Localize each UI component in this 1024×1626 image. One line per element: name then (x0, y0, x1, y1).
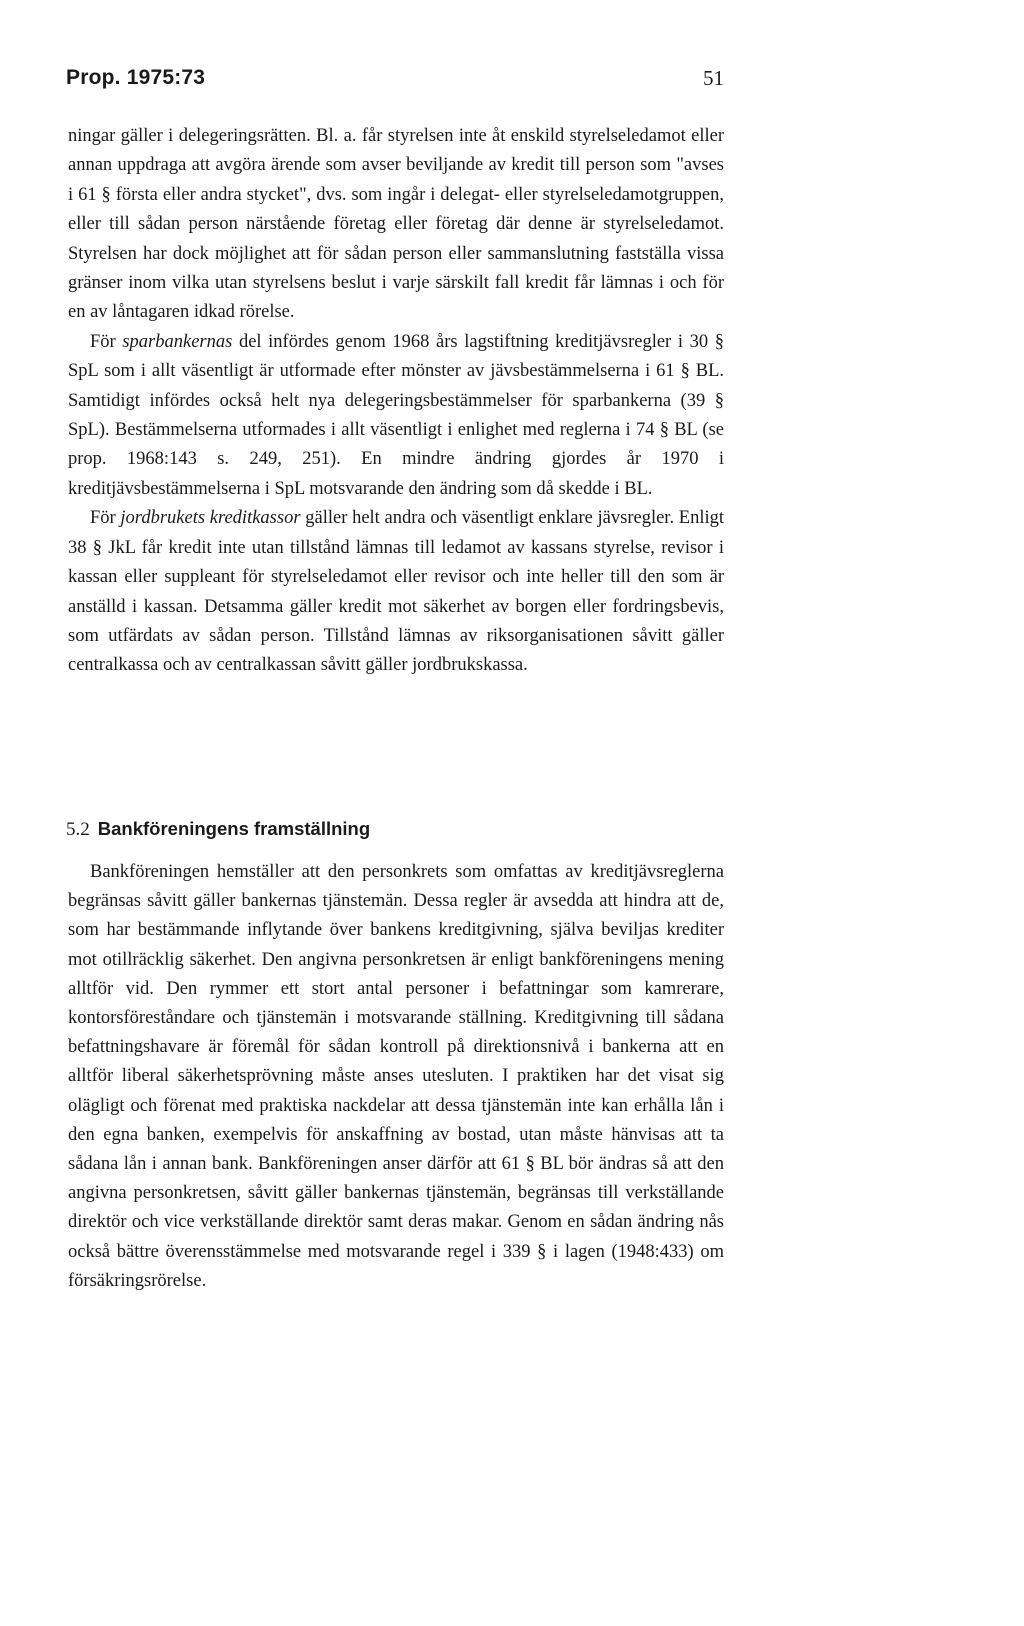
text-run: Bankföreningen hemställer att den personkrets som omfattas av kreditjävsreglerna begränsas såvitt gäller bankernas tjänstemän. Dessa regler är avsedda att hindra att de, som har bestämmande inflytande över bankens kreditgivning, själva beviljas krediter mot otillräcklig säkerhet. Den angivna personkretsen är enligt bankföreningens mening alltför vid. Den rymmer ett stort antal personer i befattningar som kamrerare, kontorsföreståndare och tjänstemän i motsvarande ställning. Kreditgivning till sådana befattningshavare är föremål för sådan kontroll på direktionsnivå i bankerna att en alltför liberal säkerhetsprövning måste anses utesluten. I praktiken har det visat sig olägligt och förenat med praktiska nackdelar att dessa tjänstemän inte kan erhålla lån i den egna banken, exempelvis för anskaffning av bostad, utan måste hänvisas att ta sådana lån i annan bank. Bankföreningen anser därför att 61 § BL bör ändras så att den angivna personkretsen, såvitt gäller bankernas tjänstemän, begränsas till verkställande direktör och vice verkställande direktör samt deras makar. Genom en sådan ändring nås också bättre överensstämmelse med motsvarande regel i 339 § i lagen (1948:433) om försäkringsrörelse. (68, 862, 724, 1291)
italic-term: jordbrukets kreditkassor (120, 508, 301, 529)
section-heading (66, 815, 370, 844)
text-run: För (90, 331, 123, 352)
section-title: Bankföreningens framställning (97, 818, 371, 839)
paragraph-kreditkassor (68, 504, 724, 680)
text-run: del infördes genom 1968 års lagstiftning kreditjävsregler i 30 § SpL som i allt väsentligt är utformade efter mönster av jävsbestämmelserna i 61 § BL. Samtidigt infördes också helt nya delegeringsbestämmelser för sparbankerna (39 § SpL). Bestämmelserna utformades i allt väsentligt i enlighet med reglerna i 74 § BL (se prop. 1968:143 s. 249, 251). En mindre ändring gjordes år 1970 i kreditjävsbestämmelserna i SpL motsvarande den ändring som då skedde i BL. (68, 331, 724, 499)
italic-term: sparbankernas (122, 331, 233, 352)
paragraph-sparbanker (68, 328, 724, 504)
document-reference: Prop. 1975:73 (66, 66, 206, 89)
page-header (66, 66, 724, 96)
body-text-lower (68, 858, 724, 1296)
text-run: gäller helt andra och väsentligt enklare jävsregler. Enligt 38 § JkL får kredit inte utan tillstånd lämnas till ledamot av kassans styrelse, revisor i kassan eller suppleant för styrelseledamot eller revisor och inte heller till den som är anställd i kassan. Detsamma gäller kredit mot säkerhet av borgen eller fordringsbevis, som utfärdats av sådan person. Tillstånd lämnas av riksorganisationen såvitt gäller centralkassa och av centralkassan såvitt gäller jordbrukskassa. (68, 508, 725, 676)
page-number: 51 (703, 66, 724, 90)
text-run: ningar gäller i delegeringsrätten. Bl. a. får styrelsen inte åt enskild styrelseledamot eller annan uppdraga att avgöra ärende som avser beviljande av kredit till person som "avses i 61 § första eller andra stycket", dvs. som ingår i delegat- eller styrelseledamotgruppen, eller till sådan person närstående företag eller företag där denne är styrelseledamot. Styrelsen har dock möjlighet att för sådan person eller sammanslutning fastställa vissa gränser inom vilka utan styrelsens beslut i varje särskilt fall kredit får lämnas i och för en av låntagaren idkad rörelse. (68, 126, 724, 323)
section-number: 5.2 (66, 819, 90, 840)
paragraph-continuation (68, 122, 724, 328)
body-text-upper (68, 122, 724, 681)
paragraph-bankforeningen (68, 858, 724, 1296)
text-run: För (90, 508, 121, 529)
